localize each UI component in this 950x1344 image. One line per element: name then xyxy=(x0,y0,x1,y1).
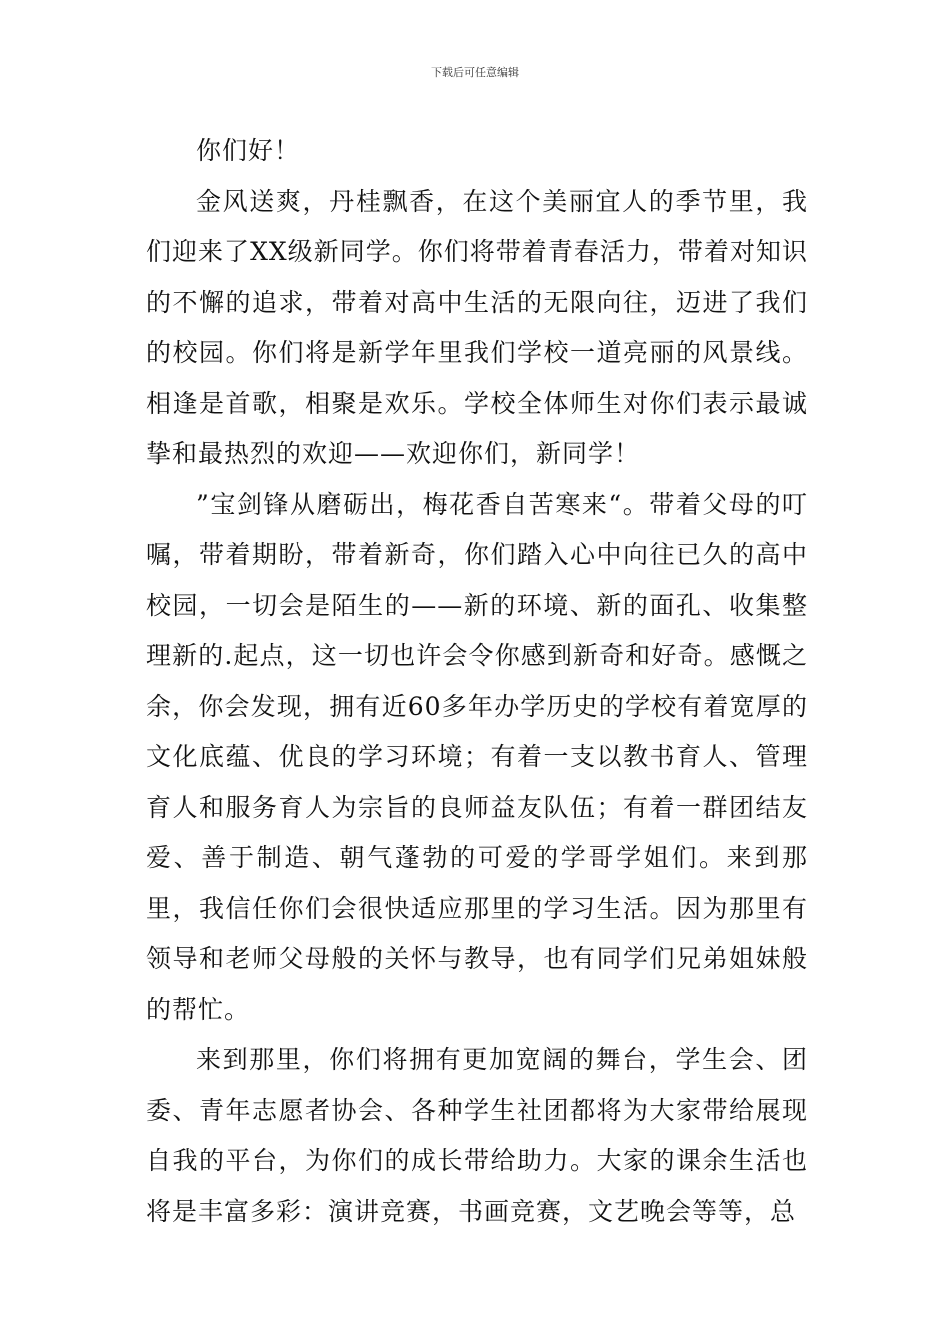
paragraph-campus: ”宝剑锋从磨砺出，梅花香自苦寒来“。带着父母的叮嘱，带着期盼，带着新奇，你们踏入心中向往已久的高中校园，一切会是陌生的——新的环境、新的面孔、收集整理新的.起点，这一切也许会令你感到新奇和好奇。感慨之余，你会发现，拥有近60多年办学历史的学校有着宽厚的文化底蕴、优良的学习环境；有着一支以教书育人、管理育人和服务育人为宗旨的良师益友队伍；有着一群团结友爱、善于制造、朝气蓬勃的可爱的学哥学姐们。来到那里，我信任你们会很快适应那里的学习生活。因为那里有领导和老师父母般的关怀与教导，也有同学们兄弟姐妹般的帮忙。 xyxy=(146,489,808,1024)
paragraph-activities: 来到那里，你们将拥有更加宽阔的舞台，学生会、团委、青年志愿者协会、各种学生社团都将为大家带给展现自我的平台，为你们的成长带给助力。大家的课余生活也将是丰富多彩：演讲竞赛，书画竞赛，文艺晚会等等，总 xyxy=(146,1045,808,1226)
paragraph-greeting: 你们好！ xyxy=(196,136,301,165)
page-header-note: 下载后可任意编辑 xyxy=(431,66,519,79)
paragraph-welcome: 金风送爽，丹桂飘香，在这个美丽宜人的季节里，我们迎来了XX级新同学。你们将带着青春活力，带着对知识的不懈的追求，带着对高中生活的无限向往，迈进了我们的校园。你们将是新学年里我们学校一道亮丽的风景线。相逢是首歌，相聚是欢乐。学校全体师生对你们表示最诚挚和最热烈的欢迎——欢迎你们，新同学！ xyxy=(146,186,808,468)
document-body xyxy=(146,126,808,1237)
